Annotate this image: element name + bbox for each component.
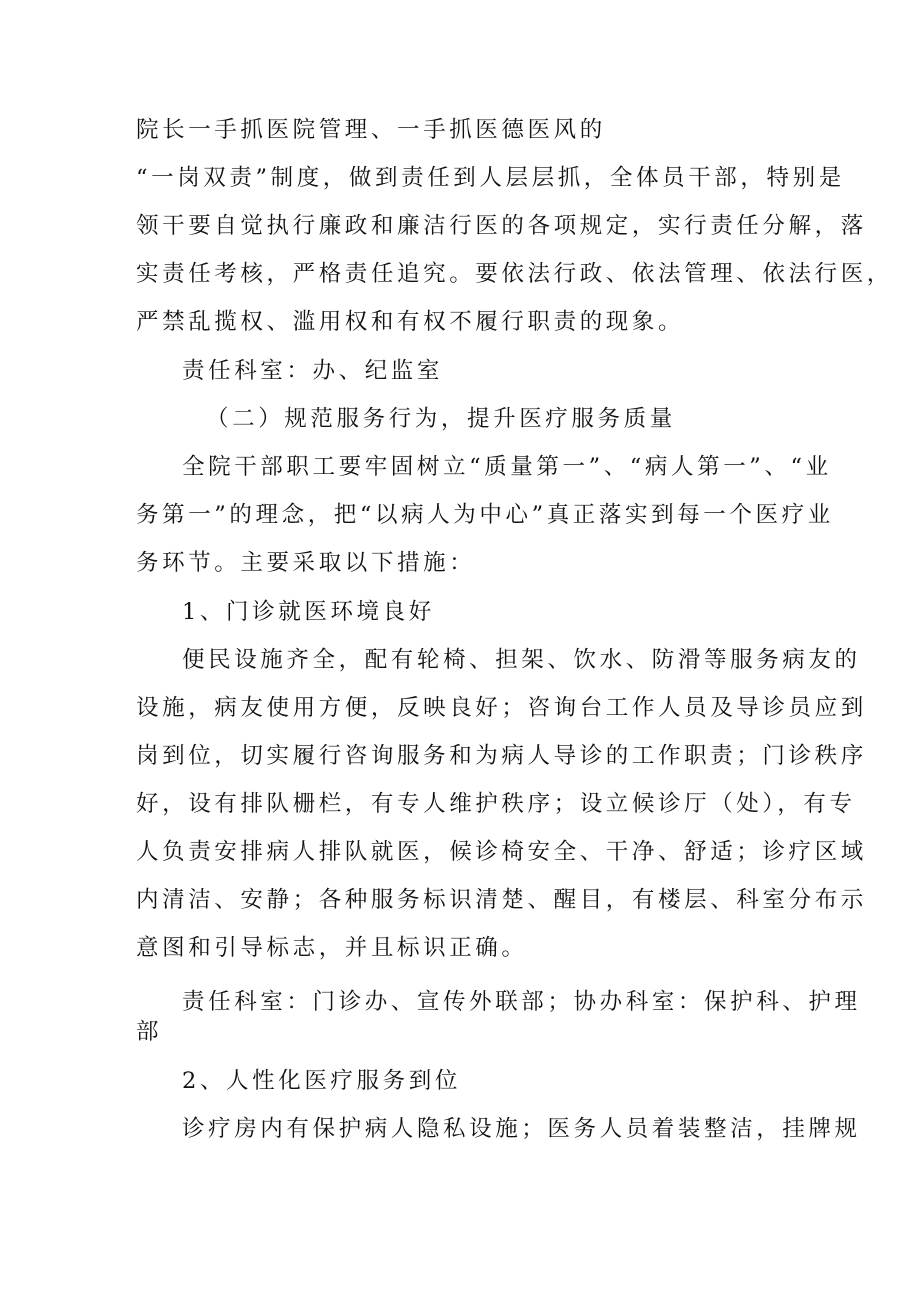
text-line: 岗到位，切实履行咨询服务和为病人导诊的工作职责；门诊秩序 bbox=[136, 743, 867, 769]
text-line: 全院干部职工要牢固树立“质量第一”、“病人第一”、“业 bbox=[182, 454, 832, 480]
text-line: 实责任考核，严格责任追究。要依法行政、依法管理、依法行医， bbox=[136, 261, 893, 287]
text-line: 院长一手抓医院管理、一手抓医德医风的 bbox=[136, 117, 606, 143]
section-heading: （二）规范服务行为，提升医疗服务质量 bbox=[206, 406, 676, 432]
text-line: 领干要自觉执行廉政和廉洁行医的各项规定，实行责任分解，落 bbox=[136, 213, 867, 239]
subsection-heading: 2、人性化医疗服务到位 bbox=[182, 1068, 461, 1094]
text-line: 务第一”的理念，把“以病人为中心”真正落实到每一个医疗业 bbox=[136, 502, 834, 528]
responsible-dept-line: 责任科室：门诊办、宣传外联部；协办科室：保护科、护理 bbox=[182, 989, 861, 1015]
subsection-heading: 1、门诊就医环境良好 bbox=[182, 599, 435, 625]
text-line: 人负责安排病人排队就医，候诊椅安全、干净、舒适；诊疗区域 bbox=[136, 839, 867, 865]
responsible-dept-line: 责任科室：办、纪监室 bbox=[182, 358, 444, 384]
text-line: 诊疗房内有保护病人隐私设施；医务人员着装整洁，挂牌规 bbox=[182, 1116, 861, 1142]
text-line: 内清洁、安静；各种服务标识清楚、醒目，有楼层、科室分布示 bbox=[136, 887, 867, 913]
text-line: 便民设施齐全，配有轮椅、担架、饮水、防滑等服务病友的 bbox=[182, 647, 861, 673]
text-line: 严禁乱揽权、滥用权和有权不履行职责的现象。 bbox=[136, 309, 685, 335]
text-line: 部 bbox=[136, 1019, 163, 1045]
text-line: 好，设有排队栅栏，有专人维护秩序；设立候诊厅（处），有专 bbox=[136, 791, 856, 817]
text-line: “一岗双责”制度，做到责任到人层层抓，全体员干部，特别是 bbox=[136, 165, 845, 191]
text-line: 设施，病友使用方便，反映良好；咨询台工作人员及导诊员应到 bbox=[136, 695, 867, 721]
text-line: 意图和引导标志，并且标识正确。 bbox=[136, 935, 528, 961]
text-line: 务环节。主要采取以下措施： bbox=[136, 550, 476, 576]
